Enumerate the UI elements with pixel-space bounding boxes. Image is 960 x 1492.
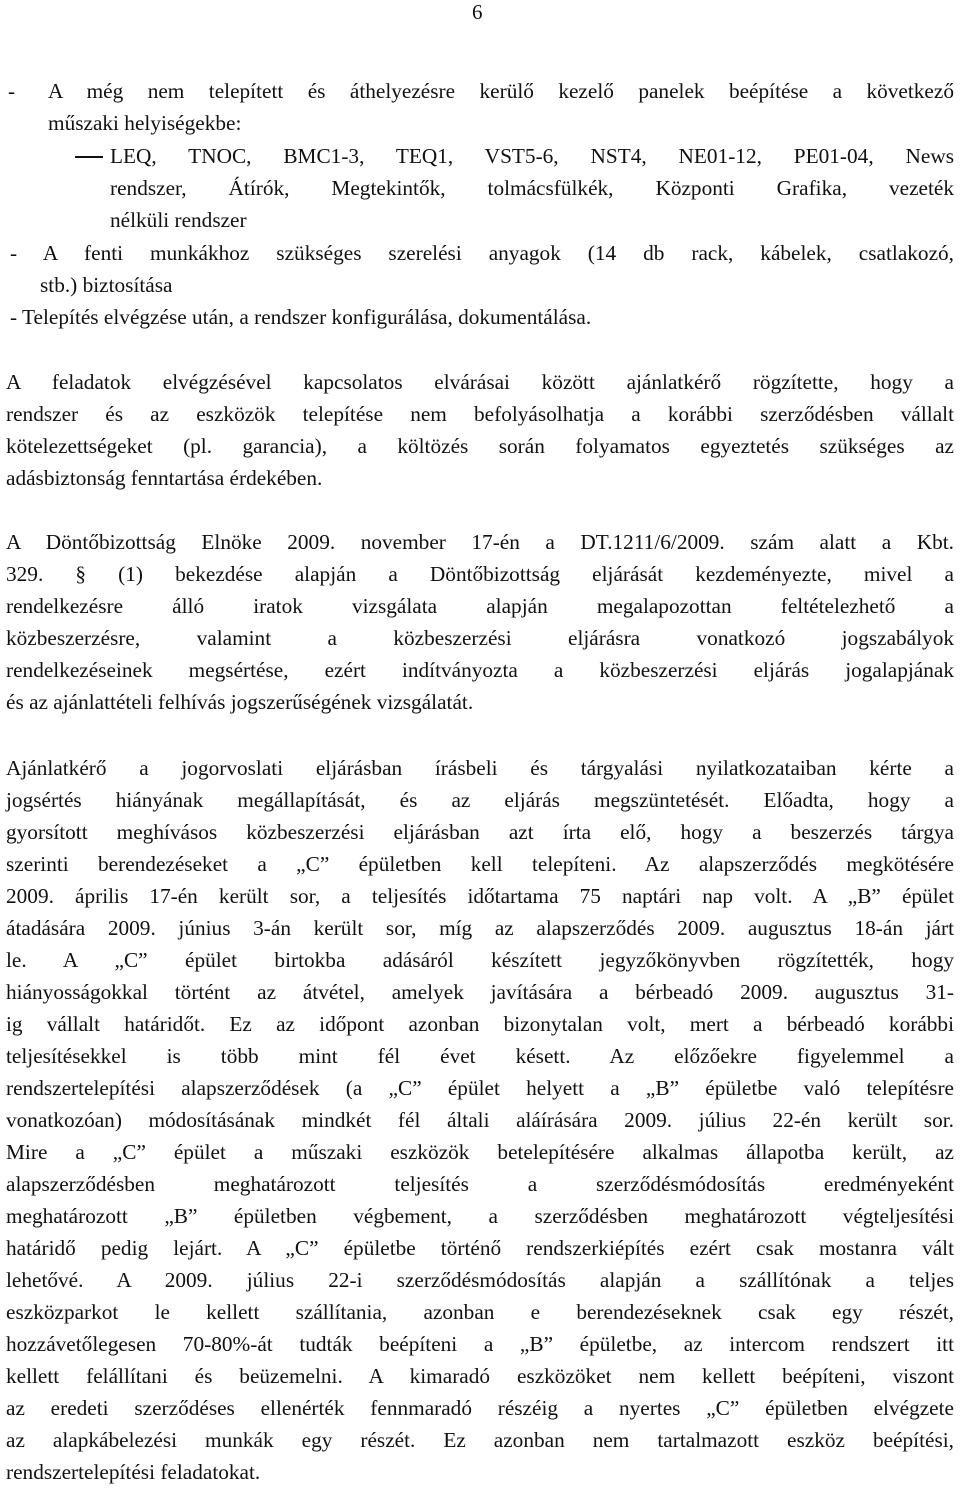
paragraph-line: eszközparkot le kellett szállítania, azonban e berendezéseknek csak egy részét, (6, 1300, 954, 1324)
paragraph-line: kellett felállítani és beüzemelni. A kimaradó eszközöket nem kellett beépíteni, viszont (6, 1364, 954, 1388)
bullet-dash: - (8, 79, 16, 103)
paragraph-line: az eredeti szerződéses ellenérték fennmaradó részéig a nyertes „C” épületben elvégzete (6, 1396, 954, 1420)
paragraph-line: jogsértés hiányának megállapítását, és az eljárás megszüntetését. Előadta, hogy a (6, 788, 954, 812)
paragraph-line: meghatározott „B” épületben végbement, a szerződésben meghatározott végteljesítési (6, 1204, 954, 1228)
paragraph-line: és az ajánlattételi felhívás jogszerűségének vizsgálatát. (6, 690, 474, 714)
paragraph-line: rendelkezéseinek megsértése, ezért indítványozta a közbeszerzési eljárás jogalapjának (6, 658, 954, 682)
page-number: 6 (472, 0, 483, 24)
sub-bullet-text-line: nélküli rendszer (110, 208, 247, 232)
paragraph-line: alapszerződésben meghatározott teljesítés a szerződésmódosítás eredményeként (6, 1172, 954, 1196)
paragraph-line: rendszertelepítési feladatokat. (6, 1460, 261, 1484)
paragraph-line: teljesítésekkel is több mint fél évet késett. Az előzőekre figyelemmel a (6, 1044, 954, 1068)
paragraph-line: 329. § (1) bekezdése alapján a Döntőbizottság eljárását kezdeményezte, mivel a (6, 562, 954, 586)
paragraph-line: adásbiztonság fenntartása érdekében. (6, 466, 323, 490)
paragraph-line: le. A „C” épület birtokba adásáról készített jegyzőkönyvben rögzítették, hogy (6, 948, 954, 972)
paragraph-line: közbeszerzésre, valamint a közbeszerzési eljárásra vonatkozó jogszabályok (6, 626, 954, 650)
sub-bullet-dash (75, 156, 103, 158)
paragraph-line: szerinti berendezéseket a „C” épületben kell telepíteni. Az alapszerződés megkötésére (6, 852, 954, 876)
paragraph-line: A Döntőbizottság Elnöke 2009. november 17-én a DT.1211/6/2009. szám alatt a Kbt. (6, 530, 954, 554)
paragraph-line: átadására 2009. június 3-án került sor, míg az alapszerződés 2009. augusztus 18-án járt (6, 916, 954, 940)
paragraph-line: vonatkozóan) módosításának mindkét fél általi aláírására 2009. július 22-én került sor. (6, 1108, 954, 1132)
paragraph-line: lehetővé. A 2009. július 22-i szerződésmódosítás alapján a szállítónak a teljes (6, 1268, 954, 1292)
bullet-text-line: stb.) biztosítása (40, 273, 173, 297)
paragraph-line: rendszer és az eszközök telepítése nem befolyásolhatja a korábbi szerződésben vállalt (6, 402, 954, 426)
sub-bullet-text-line: rendszer, Átírók, Megtekintők, tolmácsfülkék, Központi Grafika, vezeték (110, 176, 954, 200)
paragraph-line: rendelkezésre álló iratok vizsgálata alapján megalapozottan feltételezhető a (6, 594, 954, 618)
paragraph-line: az alapkábelezési munkák egy részét. Ez azonban nem tartalmazott eszköz beépítési, (6, 1428, 954, 1452)
paragraph-line: kötelezettségeket (pl. garancia), a költözés során folyamatos egyeztetés szükséges az (6, 434, 954, 458)
sub-bullet-text-line: LEQ, TNOC, BMC1-3, TEQ1, VST5-6, NST4, NE01-12, PE01-04, News (110, 144, 954, 168)
paragraph-line: gyorsított meghívásos közbeszerzési eljárásban azt írta elő, hogy a beszerzés tárgya (6, 820, 954, 844)
bullet-text-line: műszaki helyiségekbe: (48, 111, 242, 135)
paragraph-line: határidő pedig lejárt. A „C” épületbe történő rendszerkiépítés ezért csak mostanra vált (6, 1236, 954, 1260)
paragraph-line: hozzávetőlegesen 70-80%-át tudták beépíteni a „B” épületbe, az intercom rendszert itt (6, 1332, 954, 1356)
paragraph-line: Ajánlatkérő a jogorvoslati eljárásban írásbeli és tárgyalási nyilatkozataiban kérte a (6, 756, 954, 780)
paragraph-line: ig vállalt határidőt. Ez az időpont azonban bizonytalan volt, mert a bérbeadó korábbi (6, 1012, 954, 1036)
bullet-text-line: - Telepítés elvégzése után, a rendszer konfigurálása, dokumentálása. (10, 305, 592, 329)
paragraph-line: 2009. április 17-én került sor, a teljesítés időtartama 75 naptári nap volt. A „B” épület (6, 884, 954, 908)
paragraph-line: Mire a „C” épület a műszaki eszközök betelepítésére alkalmas állapotba került, az (6, 1140, 954, 1164)
paragraph-line: hiányosságokkal történt az átvétel, amelyek javítására a bérbeadó 2009. augusztus 31- (6, 980, 954, 1004)
bullet-text-line: A még nem telepített és áthelyezésre kerülő kezelő panelek beépítése a következő (48, 79, 954, 103)
paragraph-line: A feladatok elvégzésével kapcsolatos elvárásai között ajánlatkérő rögzítette, hogy a (6, 370, 954, 394)
bullet-text-line: - A fenti munkákhoz szükséges szerelési anyagok (14 db rack, kábelek, csatlakozó, (10, 241, 954, 265)
paragraph-line: rendszertelepítési alapszerződések (a „C” épület helyett a „B” épületbe való telepítésre (6, 1076, 954, 1100)
